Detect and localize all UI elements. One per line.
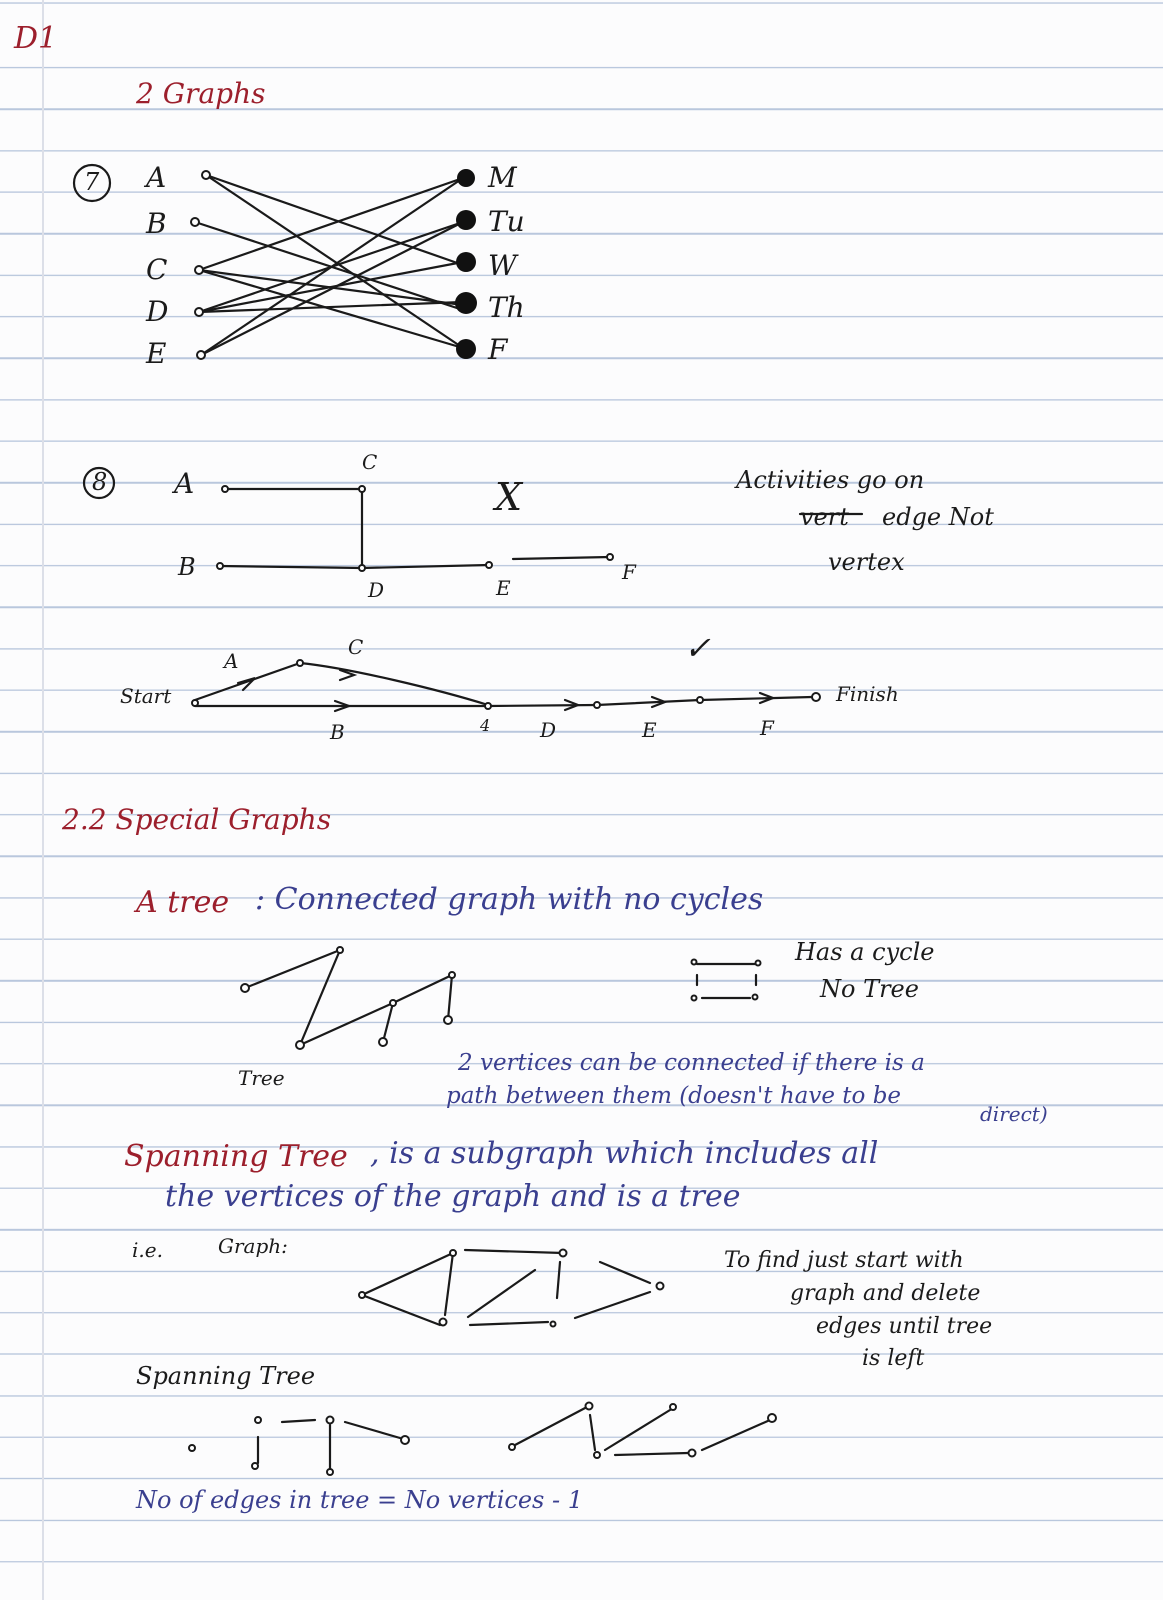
g2-label-a: A [224, 649, 239, 673]
activity-graph-vertex [217, 486, 613, 571]
g2-label-e: E [642, 718, 657, 742]
left-node-c: C [146, 253, 168, 286]
spanning-tree-label: Spanning Tree [136, 1362, 316, 1390]
bipartite-edges [195, 175, 463, 355]
tree-drawing [241, 947, 455, 1049]
connected-note-line2: path between them (doesn't have to be [446, 1083, 902, 1109]
g2-label-finish: Finish [836, 682, 899, 706]
spanning-def-line1: , is a subgraph which includes all [370, 1136, 879, 1171]
g1-label-f: F [622, 560, 636, 584]
g2-label-c: C [348, 635, 364, 659]
ie-label: i.e. [132, 1238, 163, 1262]
g2-label-start: Start [120, 684, 172, 708]
activity-graph-edge [192, 660, 820, 711]
g2-label-4: 4 [480, 716, 491, 735]
cross-mark: X [495, 475, 523, 519]
spanning-tree-1 [189, 1417, 409, 1476]
g1-label-a: A [174, 467, 195, 500]
cycle-drawing [692, 960, 761, 1001]
q8-note-line1: Activities go on [736, 466, 925, 494]
g1-label-d: D [368, 578, 385, 602]
right-node-m: M [488, 161, 517, 194]
g1-label-b: B [178, 553, 196, 581]
left-node-d: D [146, 295, 169, 328]
spanning-def-line2: the vertices of the graph and is a tree [165, 1179, 741, 1214]
edges-formula: No of edges in tree = No vertices - 1 [136, 1486, 583, 1514]
left-node-a: A [146, 161, 167, 194]
right-node-f: F [488, 333, 508, 366]
section-22-title: 2.2 Special Graphs [62, 803, 332, 836]
right-node-w: W [488, 249, 517, 282]
left-node-b: B [146, 207, 167, 240]
bipartite-right-dots [455, 169, 477, 359]
find-note-line3: edges until tree [816, 1314, 993, 1339]
q8-note-crossed: vert [800, 503, 849, 531]
tree-term: A tree [136, 885, 230, 920]
right-node-th: Th [488, 291, 525, 324]
find-note-line1: To find just start with [724, 1248, 964, 1273]
example-graph [359, 1250, 664, 1327]
connected-note-line1: 2 vertices can be connected if there is a [458, 1050, 925, 1076]
find-note-line2: graph and delete [790, 1281, 981, 1306]
spanning-tree-2 [509, 1403, 776, 1459]
spanning-term: Spanning Tree [124, 1139, 348, 1174]
page-label: D1 [14, 21, 58, 56]
tree-label: Tree [238, 1066, 285, 1090]
bipartite-left-dots [191, 171, 210, 359]
find-note-line4: is left [862, 1346, 925, 1371]
cycle-note-line2: No Tree [820, 975, 919, 1003]
tree-definition: : Connected graph with no cycles [255, 882, 764, 917]
q7-number: 7 [84, 168, 100, 196]
q8-number: 8 [92, 468, 108, 496]
g1-label-c: C [362, 450, 378, 474]
left-node-e: E [146, 337, 167, 370]
tick-mark: ✓ [684, 629, 711, 667]
section-title: 2 Graphs [136, 77, 266, 110]
g2-label-b: B [330, 720, 345, 744]
cycle-note-line1: Has a cycle [795, 938, 935, 966]
graph-label: Graph: [218, 1234, 288, 1258]
g1-label-e: E [496, 576, 511, 600]
q8-note-line2: edge Not [882, 503, 994, 531]
q8-note-line3: vertex [828, 548, 905, 576]
g2-label-d: D [540, 718, 557, 742]
connected-note-line3: direct) [980, 1102, 1048, 1126]
right-node-tu: Tu [488, 205, 525, 238]
g2-label-f: F [760, 716, 774, 740]
